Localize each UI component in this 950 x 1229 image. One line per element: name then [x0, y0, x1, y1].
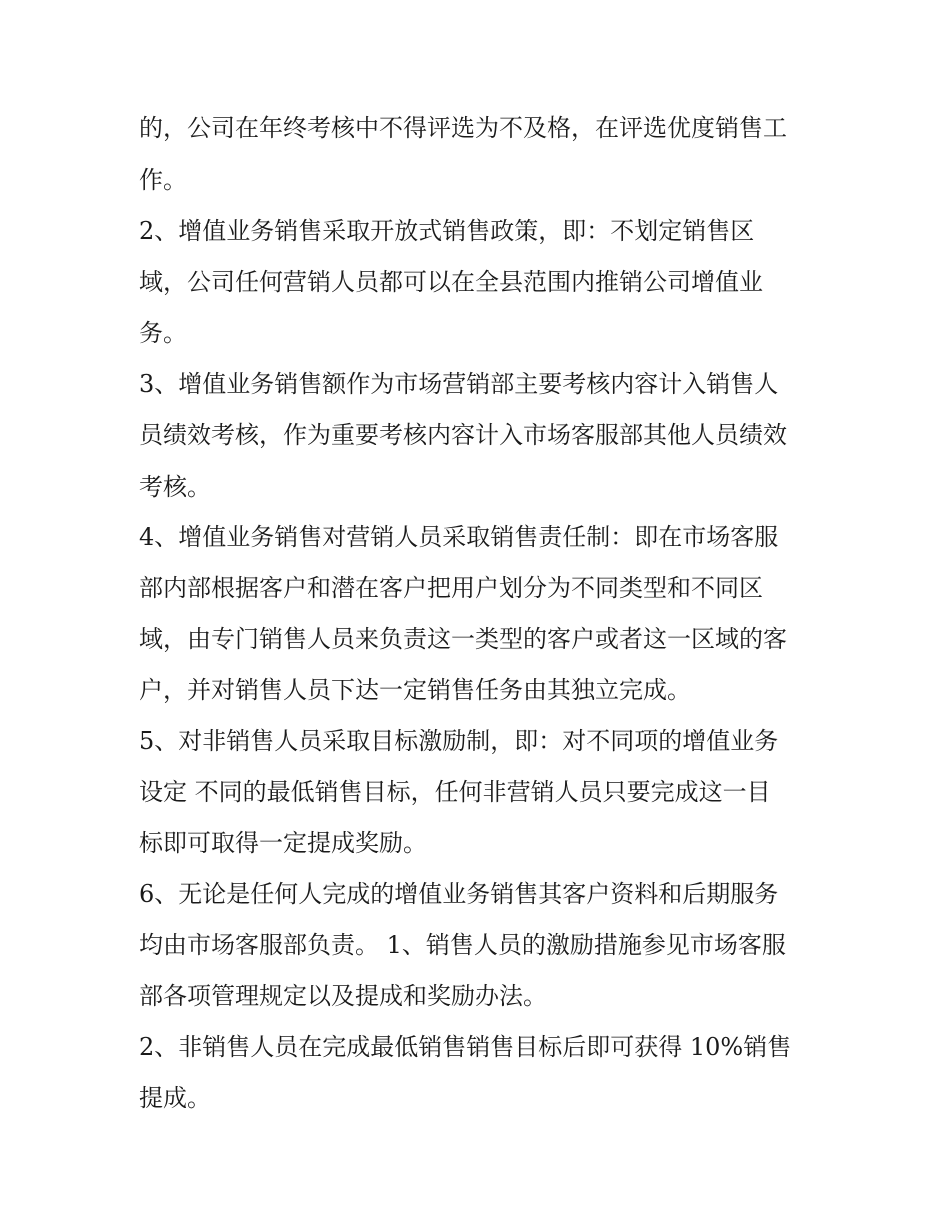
text-line: 作。: [139, 166, 187, 194]
text-line: 6、无论是任何人完成的增值业务销售其客户资料和后期服务: [139, 880, 779, 908]
text-line: 域，公司任何营销人员都可以在全县范围内推销公司增值业: [139, 268, 763, 296]
text-line: 5、对非销售人员采取目标激励制，即：对不同项的增值业务: [139, 727, 779, 755]
text-line: 部各项管理规定以及提成和奖励办法。: [139, 982, 547, 1010]
text-line: 务。: [139, 319, 187, 347]
text-line: 员绩效考核，作为重要考核内容计入市场客服部其他人员绩效: [139, 421, 787, 449]
text-line: 4、增值业务销售对营销人员采取销售责任制：即在市场客服: [139, 523, 779, 551]
text-line: 域，由专门销售人员来负责这一类型的客户或者这一区域的客: [139, 625, 787, 653]
text-line: 设定 不同的最低销售目标，任何非营销人员只要完成这一目: [139, 778, 771, 806]
text-line: 户，并对销售人员下达一定销售任务由其独立完成。: [139, 676, 691, 704]
text-line: 的，公司在年终考核中不得评选为不及格，在评选优度销售工: [139, 114, 787, 142]
text-line: 考核。: [139, 473, 211, 501]
text-line: 均由市场客服部负责。 1、销售人员的激励措施参见市场客服: [139, 931, 786, 959]
text-line: 3、增值业务销售额作为市场营销部主要考核内容计入销售人: [139, 370, 779, 398]
text-line: 2、非销售人员在完成最低销售销售目标后即可获得 10%销售: [139, 1033, 792, 1061]
text-line: 提成。: [139, 1084, 211, 1112]
text-line: 部内部根据客户和潜在客户把用户划分为不同类型和不同区: [139, 574, 763, 602]
text-line: 2、增值业务销售采取开放式销售政策，即：不划定销售区: [139, 217, 755, 245]
text-line: 标即可取得一定提成奖励。: [139, 829, 427, 857]
